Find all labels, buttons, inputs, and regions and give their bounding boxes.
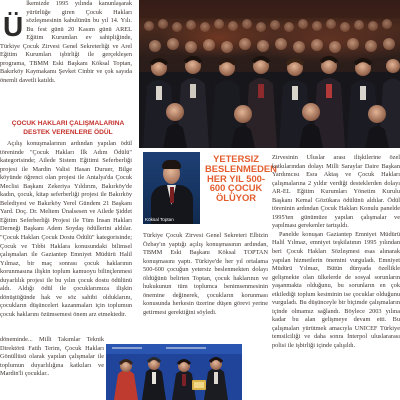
left-bottom-paragraph: döneminde... Milli Takımlar Teknik Direktörü Fatih Terim, Çocuk Hakları Gönüllüsü olarak yapılan çalışmalar ile toplumun duyarlılığına katkıları ve Mardin'li çocuklar.. xyxy=(0,336,104,378)
intro-text: lkemizde 1995 yılında kanunlaşarak yürürlüğe giren Çocuk Hakları sözleşmesinin kabulünün bu yıl 14. Yılı. Bu fest günü 20 Kasım günü AREL Eğitim Kurumları ev sahipliğinde, Türkiye Çocuk Zirvesi Genel Sekreterliği ve Arel Eğitim Kurumları işbirliği ile gerçekleşen programa, TBMM Eski Başkanı Köksal Toptan, Bakırköy Kaymakamı Şevket Cinbir ve çok sayıda önemli davetli katıldı. xyxy=(0,0,132,84)
photo-caption xyxy=(143,232,268,340)
audience-photo xyxy=(139,0,400,148)
award-illustration xyxy=(106,344,242,400)
left-column-bottom xyxy=(0,336,104,400)
right-paragraph-2: Panelde konuşan Gaziantep Emniyet Müdürü Halil Yılmaz, emniyet teşkilatının 1995 yılından beri Çocuk Hakları Sözleşmesi esas alınarak yapılan hizmetlerin önemini vurguladı. Emniyet Müdürü Yılmaz, Bütün dünyada özellikle gelişmekte olan ülkelerde de sosyal sorunların yaşanmakta olduğunu, bu sorunların en çok etkilediği toplum kesiminin ise çocuklar olduğunu vurguladı. Bu düşünceyle bir biçimde çalışmaların içinde olmamız sağlandı. Böylece 2003 yılına kadar bu alan gelişmeye devam etti. Bu çalışmaları yürütmek amacıyla UNICEF Türkiye temsilciliği ve daha sonra İnterpol uluslararası polisi ile işbirliği içinde çalışıldı. xyxy=(272,230,400,350)
portrait-tie xyxy=(170,187,174,203)
portrait-hair xyxy=(162,160,181,169)
drop-cap: Ü xyxy=(3,11,24,42)
intro-paragraph xyxy=(0,0,132,126)
caption-text: Türkiye Çocuk Zirvesi Genel Sekreteri Elbizin Özbay'ın yaptığı açılış konuşmasının ardından, TBMM Eski Başkanı Köksal TOPTAN konuşmasını yaptı. Türkiye'de her yıl ortalama 500-600 çocuğun yetersiz beslenmekten dolayı öldüğünü belirten Toptan, çocuk haklarının ve hukukunun tüm toplumca benimsenmesinin önemine değinerek, çocukların korunması konusunda herkesin üzerine düşen görevi yerine getirmesi gerektiğini söyledi. xyxy=(143,232,268,316)
portrait-name-label: Köksal Toptan xyxy=(145,217,174,222)
speaker-portrait xyxy=(143,152,200,224)
award-photo xyxy=(106,344,242,400)
left-column-body xyxy=(0,140,132,336)
right-column-body xyxy=(272,154,400,400)
left-paragraph: Açılış konuşmalarının ardından yapılan ödül töreninde "Çocuk Hakları İlk Adım Ödülü" kategorisinde; Ailede Sistem Eğitimi Seferberliği projesi ile Mardin Valisi Hasan Duruer, Bilge köyünde öğrenci olan projesi ile Antalya'da Çocuk Meclisi Başkanı Zekeriya Yıldırım, Bakırköy'de kadın, çocuk, kitap seferberliği projesi ile Bakırköy Belediyesi ve Bakırköy Yerel Gündem 21 Başkanı Yard. Doç. Dr. Meltem Ünalsesen ve Ailede Şiddet Eğitim Seferberliği Projesi ile Tüm İnsan Hakları Derneği Başkanı Adem Soydaş ödüllerini aldılar. "Çocuk Hakları Çocuk Dostu Ödülü" kategorisinde; Çocuk ve Tıbbi Haklara konusundaki bilimsel çalışmaları ile Gaziantep Emniyet Müdürü Halil Yılmaz, bir maç sonrası çocuk haklarının korunmasına ilişkin toplum kamuoyu bilinçlenmesi duyarlılık projesi ile bu yılın çocuk dostu ödülünü aldı. Aldığı ödül ile çocuklarımıza ilişkin dönüştüğünde hak ve söz sahibi olduklarını, çocukların düşünceleri kazanmaları için toplumun çocuk haklarını özümsemesi önem arz etmektedir. xyxy=(0,140,132,318)
section-subheading: ÇOCUK HAKLARI ÇALIŞMALARINA DESTEK VERENLERE ÖDÜL xyxy=(11,120,125,136)
audience-illustration xyxy=(139,0,400,148)
right-paragraph-1: Zirvesinin Uluslar arası ilişkilerine özel katkılarından dolayı Milli Saraylar Daire Başkan Yardımcısı Esra Aktaş ve Çocuk Hakları çalışmalarına 2 yıldır verdiği desteklerden dolayı AR-EL Eğitim Kurumları Yönetim Kurulu Başkanı Kemal Gözükara ödülünü aldılar. Ödül töreninin ardından Çocuk Hakları Konulu panelde 1995'ten günümüze yapılan çalışmalar ve yapılması gerekenler tartışıldı. xyxy=(272,154,400,230)
pull-quote: YETERSIZ BESLENMEDEN HER YIL 500-600 ÇOCUK ÖLÜYOR xyxy=(205,153,277,204)
